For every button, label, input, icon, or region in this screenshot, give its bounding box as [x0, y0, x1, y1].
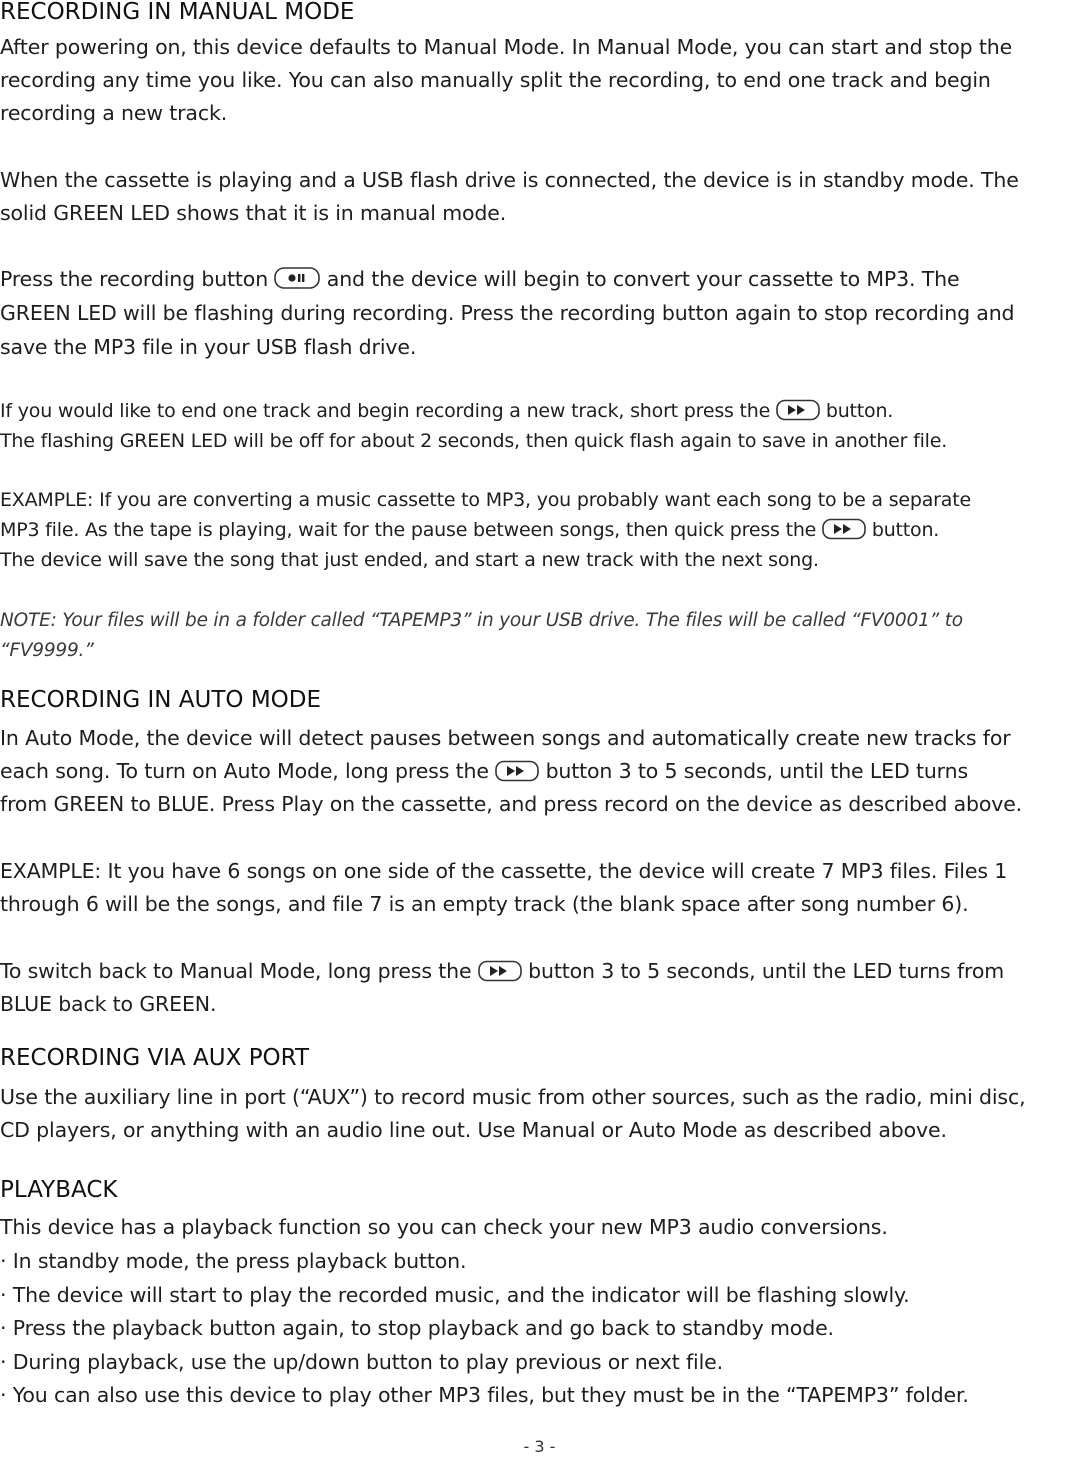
text-fragment: Press the recording button [0, 267, 269, 291]
text-fragment: button 3 to 5 seconds, until the LED turns [545, 759, 968, 783]
manual-p3-line1 [0, 263, 959, 296]
text-fragment: If you would like to end one track and begin recording a new track, short press the [0, 400, 771, 422]
manual-p3-line2: GREEN LED will be flashing during recording. Press the recording button again to stop recording and [0, 301, 1015, 325]
manual-p2-line1: When the cassette is playing and a USB flash drive is connected, the device is in standby mode. The [0, 168, 1019, 192]
text-fragment: button. [871, 519, 940, 541]
manual-p1-line3: recording a new track. [0, 101, 228, 125]
text-fragment: button 3 to 5 seconds, until the LED turns from [528, 959, 1005, 983]
manual-p1-line2: recording any time you like. You can also manually split the recording, to end one track and begin [0, 68, 991, 92]
playback-intro: This device has a playback function so you can check your new MP3 audio conversions. [0, 1215, 888, 1239]
manual-p5-line3: The device will save the song that just ended, and start a new track with the next song. [0, 549, 819, 571]
text-fragment: button. [825, 400, 894, 422]
auto-p1-line1: In Auto Mode, the device will detect pauses between songs and automatically create new tracks for [0, 726, 1011, 750]
fast-forward-button-icon [776, 399, 820, 421]
note-line2: “FV9999.” [0, 640, 94, 661]
playback-bullet: · During playback, use the up/down button to play previous or next file. [0, 1350, 723, 1374]
aux-line2: CD players, or anything with an audio line out. Use Manual or Auto Mode as described above. [0, 1118, 947, 1142]
aux-heading: RECORDING VIA AUX PORT [0, 1045, 310, 1071]
manual-p4-line2: The flashing GREEN LED will be off for about 2 seconds, then quick flash again to save in another file. [0, 430, 948, 452]
text-fragment: To switch back to Manual Mode, long press the [0, 959, 472, 983]
playback-bullet: · You can also use this device to play other MP3 files, but they must be in the “TAPEMP3” folder. [0, 1383, 969, 1407]
manual-p1-line1: After powering on, this device defaults to Manual Mode. In Manual Mode, you can start and stop the [0, 35, 1013, 59]
manual-p5-line1: EXAMPLE: If you are converting a music cassette to MP3, you probably want each song to be a separate [0, 489, 971, 511]
auto-p2-line2: through 6 will be the songs, and file 7 is an empty track (the blank space after song number 6). [0, 892, 969, 916]
manual-p2-line2: solid GREEN LED shows that it is in manual mode. [0, 201, 507, 225]
text-fragment: each song. To turn on Auto Mode, long press the [0, 759, 489, 783]
note-line1: NOTE: Your files will be in a folder called “TAPEMP3” in your USB drive. The files will be called “FV0001” to [0, 610, 963, 631]
auto-p1-line2 [0, 755, 968, 788]
text-fragment: MP3 file. As the tape is playing, wait for the pause between songs, then quick press the [0, 519, 817, 541]
aux-line1: Use the auxiliary line in port (“AUX”) to record music from other sources, such as the radio, mini disc, [0, 1085, 1026, 1109]
fast-forward-button-icon [495, 760, 539, 782]
playback-bullet: · Press the playback button again, to stop playback and go back to standby mode. [0, 1316, 834, 1340]
manual-p4-line1 [0, 396, 893, 426]
auto-mode-heading: RECORDING IN AUTO MODE [0, 687, 322, 713]
playback-heading: PLAYBACK [0, 1177, 118, 1203]
text-fragment: and the device will begin to convert your cassette to MP3. The [326, 267, 960, 291]
fast-forward-button-icon [478, 960, 522, 982]
manual-p5-line2 [0, 515, 939, 545]
auto-p1-line3: from GREEN to BLUE. Press Play on the cassette, and press record on the device as described above. [0, 792, 1023, 816]
auto-p2-line1: EXAMPLE: It you have 6 songs on one side of the cassette, the device will create 7 MP3 files. Files 1 [0, 859, 1008, 883]
auto-p3-line1 [0, 955, 1004, 988]
record-button-icon [274, 266, 320, 290]
auto-p3-line2: BLUE back to GREEN. [0, 992, 217, 1016]
manual-mode-heading: RECORDING IN MANUAL MODE [0, 0, 355, 25]
playback-bullet: · In standby mode, the press playback button. [0, 1249, 467, 1273]
manual-p3-line3: save the MP3 file in your USB flash drive. [0, 335, 417, 359]
fast-forward-button-icon [822, 518, 866, 540]
page-number: - 3 - [523, 1437, 556, 1456]
playback-bullet: · The device will start to play the recorded music, and the indicator will be flashing slowly. [0, 1283, 910, 1307]
